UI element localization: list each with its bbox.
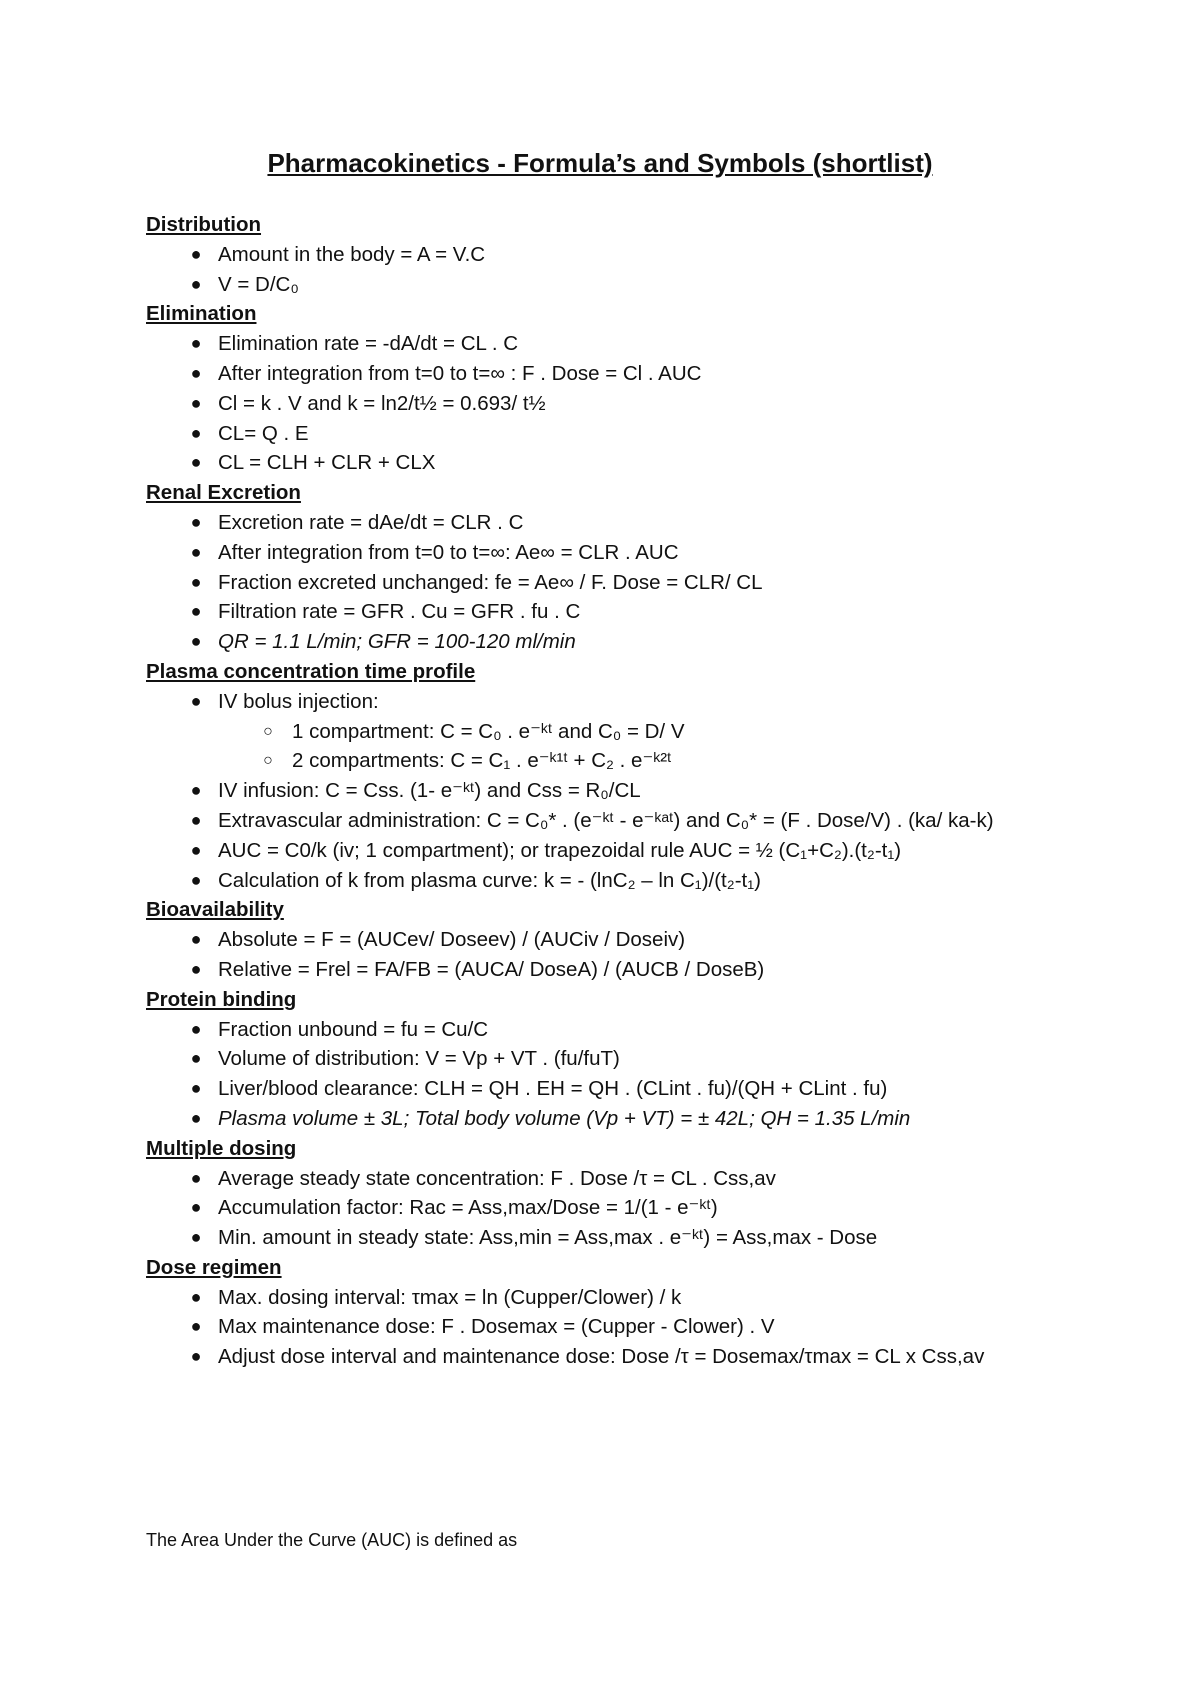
bullet-icon: ● (190, 958, 202, 979)
list-item (146, 240, 1126, 270)
section-heading-protein-binding: Protein binding (146, 987, 297, 1011)
bullet-icon: ● (190, 631, 202, 652)
formula-text: Volume of distribution: V = Vp + VT . (fu/fuT) (218, 1047, 620, 1071)
bullet-icon: ● (190, 929, 202, 950)
page-title: Pharmacokinetics - Formula’s and Symbols (shortlist) (267, 148, 933, 178)
formula-text: Accumulation factor: Rac = Ass,max/Dose = 1/(1 - e⁻ᵏᵗ) (218, 1196, 718, 1220)
list-item (146, 1074, 1126, 1104)
list-item (146, 448, 1126, 478)
bullet-icon: ● (190, 839, 202, 860)
bullet-icon: ● (190, 869, 202, 890)
list-item (146, 1342, 1126, 1372)
formula-text: Average steady state concentration: F . Dose /τ = CL . Css,av (218, 1166, 776, 1190)
formula-text: Max. dosing interval: τmax = ln (Cupper/Clower) / k (218, 1285, 682, 1309)
formula-text: Relative = Frel = FA/FB = (AUCA/ DoseA) / (AUCB / DoseB) (218, 957, 765, 981)
list-item (146, 538, 1126, 568)
bullet-icon: ● (190, 452, 202, 473)
bullet-icon: ● (190, 1167, 202, 1188)
list-item (146, 687, 1126, 717)
sub-list-item (146, 746, 1126, 776)
formula-text: After integration from t=0 to t=∞ : F . Dose = Cl . AUC (218, 361, 702, 385)
formula-text: Liver/blood clearance: CLH = QH . EH = QH . (CLint . fu)/(QH + CLint . fu) (218, 1077, 888, 1101)
section-heading-elimination: Elimination (146, 302, 257, 326)
bullet-icon: ● (190, 1227, 202, 1248)
list-item (146, 1283, 1126, 1313)
bullet-icon: ● (190, 1346, 202, 1367)
formula-text: CL = CLH + CLR + CLX (218, 451, 436, 475)
bullet-icon: ● (190, 1197, 202, 1218)
bullet-icon: ● (190, 601, 202, 622)
formula-text: Adjust dose interval and maintenance dose: Dose /τ = Dosemax/τmax = CL x Css,av (218, 1345, 985, 1369)
formula-text: V = D/C₀ (218, 272, 299, 296)
list-item (146, 1164, 1126, 1194)
bullet-icon: ● (190, 273, 202, 294)
list-item (146, 359, 1126, 389)
bullet-icon: ● (190, 1078, 202, 1099)
list-item (146, 1104, 1126, 1134)
section-heading-bioavailability: Bioavailability (146, 898, 284, 922)
formula-text: Filtration rate = GFR . Cu = GFR . fu . C (218, 600, 581, 624)
list-item (146, 925, 1126, 955)
list-item (146, 508, 1126, 538)
bullet-icon: ● (190, 690, 202, 711)
document-body (146, 210, 1126, 1372)
bullet-icon: ● (190, 511, 202, 532)
bullet-icon: ● (190, 780, 202, 801)
list-item (146, 776, 1126, 806)
formula-text: Amount in the body = A = V.C (218, 242, 486, 266)
list-item (146, 568, 1126, 598)
formula-text: IV bolus injection: (218, 689, 379, 713)
formula-text: Fraction unbound = fu = Cu/C (218, 1017, 489, 1041)
bullet-icon: ● (190, 333, 202, 354)
list-item (146, 806, 1126, 836)
bullet-icon: ● (190, 1316, 202, 1337)
bullet-icon: ● (190, 1048, 202, 1069)
bullet-icon: ● (190, 571, 202, 592)
formula-text: Max maintenance dose: F . Dosemax = (Cupper - Clower) . V (218, 1315, 775, 1339)
formula-text: Extravascular administration: C = C₀* . (e⁻ᵏᵗ - e⁻ᵏᵃᵗ) and C₀* = (F . Dose/V) . (ka/ ka-k) (218, 808, 994, 832)
bullet-icon: ● (190, 809, 202, 830)
formula-text: After integration from t=0 to t=∞: Ae∞ = CLR . AUC (218, 540, 679, 564)
footer-text: The Area Under the Curve (AUC) is defined as (146, 1530, 518, 1550)
formula-text: Absolute = F = (AUCev/ Doseev) / (AUCiv / Doseiv) (218, 928, 686, 952)
formula-text: QR = 1.1 L/min; GFR = 100-120 ml/min (218, 630, 576, 654)
hollow-bullet-icon: ○ (263, 722, 273, 740)
list-item (146, 1044, 1126, 1074)
formula-text: 1 compartment: C = C₀ . e⁻ᵏᵗ and C₀ = D/ V (292, 719, 685, 743)
formula-text: Plasma volume ± 3L; Total body volume (Vp + VT) = ± 42L; QH = 1.35 L/min (218, 1106, 911, 1130)
list-item (146, 329, 1126, 359)
bullet-icon: ● (190, 541, 202, 562)
section-heading-dose-regimen: Dose regimen (146, 1255, 282, 1279)
bullet-icon: ● (190, 362, 202, 383)
list-item (146, 419, 1126, 449)
list-item (146, 1223, 1126, 1253)
section-heading-renal-excretion: Renal Excretion (146, 481, 301, 505)
list-item (146, 1015, 1126, 1045)
list-item (146, 955, 1126, 985)
list-item (146, 270, 1126, 300)
formula-text: Excretion rate = dAe/dt = CLR . C (218, 510, 524, 534)
list-item (146, 1193, 1126, 1223)
bullet-icon: ● (190, 392, 202, 413)
formula-text: Fraction excreted unchanged: fe = Ae∞ / F. Dose = CLR/ CL (218, 570, 763, 594)
hollow-bullet-icon: ○ (263, 752, 273, 770)
formula-text: 2 compartments: C = C₁ . e⁻ᵏ¹ᵗ + C₂ . e⁻ᵏ²ᵗ (292, 749, 672, 773)
list-item (146, 836, 1126, 866)
list-item (146, 1312, 1126, 1342)
formula-text: Calculation of k from plasma curve: k = - (lnC₂ – ln C₁)/(t₂-t₁) (218, 868, 761, 892)
list-item (146, 866, 1126, 896)
section-heading-distribution: Distribution (146, 213, 262, 236)
formula-text: Cl = k . V and k = ln2/t½ = 0.693/ t½ (218, 391, 546, 415)
list-item (146, 627, 1126, 657)
section-heading-plasma-concentration-time-profile: Plasma concentration time profile (146, 659, 476, 683)
formula-text: Elimination rate = -dA/dt = CL . C (218, 332, 519, 356)
formula-text: IV infusion: C = Css. (1- e⁻ᵏᵗ) and Css = R₀/CL (218, 779, 641, 803)
bullet-icon: ● (190, 1018, 202, 1039)
bullet-icon: ● (190, 243, 202, 264)
bullet-icon: ● (190, 1286, 202, 1307)
formula-text: CL= Q . E (218, 421, 309, 445)
bullet-icon: ● (190, 1107, 202, 1128)
list-item (146, 389, 1126, 419)
formula-text: AUC = C0/k (iv; 1 compartment); or trapezoidal rule AUC = ½ (C₁+C₂).(t₂-t₁) (218, 838, 902, 862)
sub-list-item (146, 717, 1126, 747)
bullet-icon: ● (190, 422, 202, 443)
formula-text: Min. amount in steady state: Ass,min = Ass,max . e⁻ᵏᵗ) = Ass,max - Dose (218, 1226, 878, 1250)
list-item (146, 597, 1126, 627)
section-heading-multiple-dosing: Multiple dosing (146, 1136, 297, 1160)
